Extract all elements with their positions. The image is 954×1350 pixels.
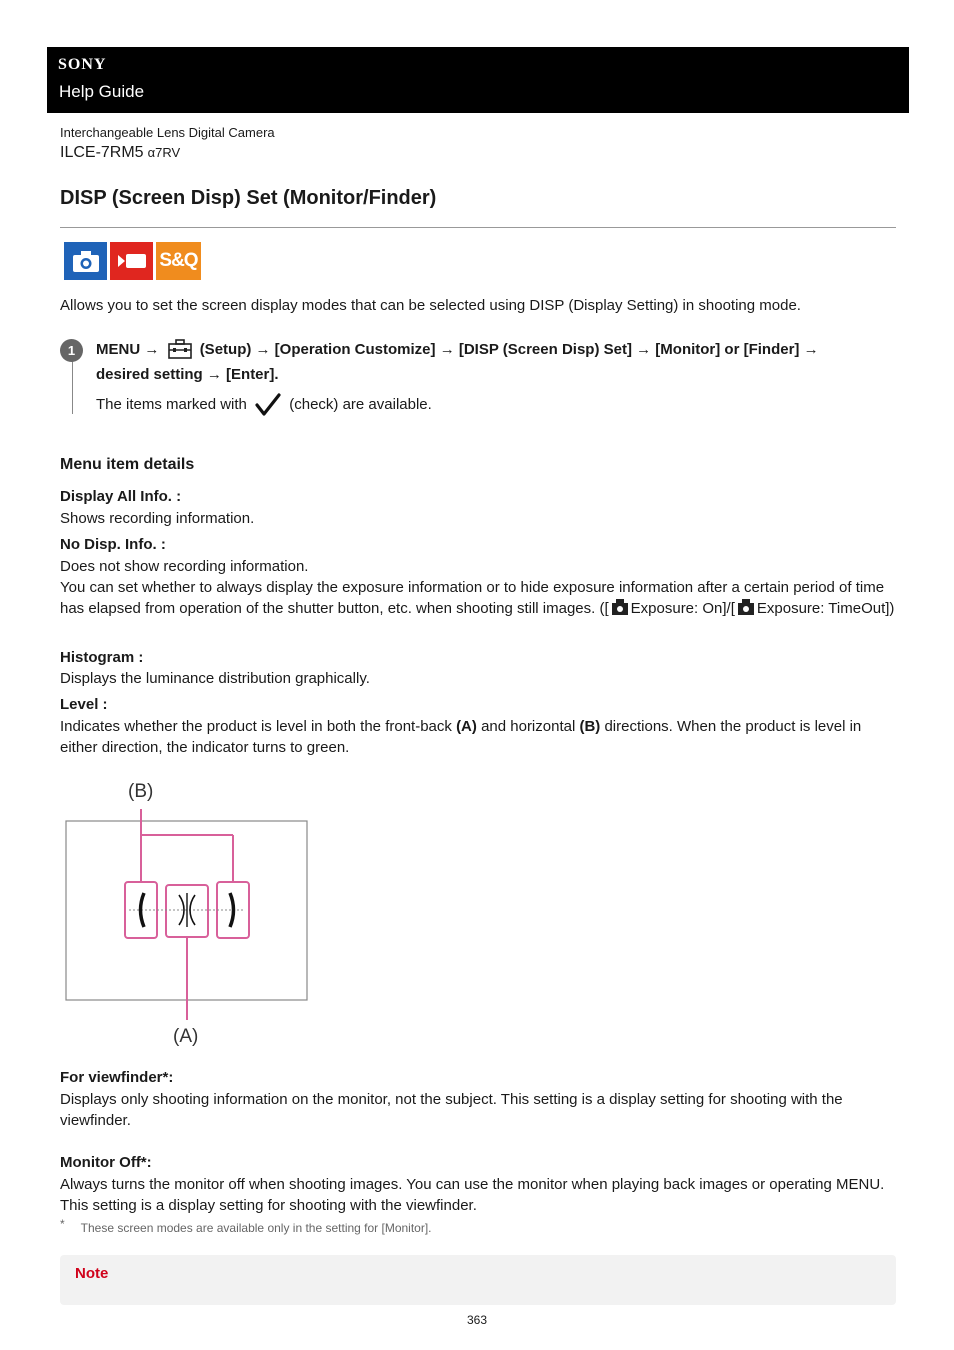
no-disp-desc2a: You can set whether to always display the exposure information or to hide exposure information after a certain period of time has elapsed from operation of the shutter button, etc. when shooting still images. ([	[60, 579, 885, 617]
step-path-text: (Setup) → [Operation Customize] → [DISP (Screen Disp) Set] → [Monitor] or [Finder] → desired setting → [Enter].	[96, 341, 819, 383]
sony-logo: SONY	[58, 56, 107, 73]
level-desc-a: Indicates whether the product is level in both the front-back	[60, 718, 452, 735]
left-bracket	[141, 893, 145, 927]
footnote-mark: *	[60, 1217, 65, 1231]
photo-mode-icon	[64, 242, 107, 280]
level-label: Level :	[60, 696, 108, 713]
display-all-desc: Shows recording information.	[60, 510, 255, 527]
step-instruction	[96, 339, 866, 385]
movie-mode-icon	[110, 242, 153, 280]
title-divider	[60, 227, 896, 228]
menu-details-heading: Menu item details	[60, 456, 195, 473]
diagram-label-b: (B)	[128, 781, 154, 802]
setup-toolbox-icon	[168, 339, 192, 365]
level-desc	[60, 716, 900, 758]
mode-icons	[64, 242, 201, 280]
note-label: Note	[75, 1265, 109, 1282]
no-disp-desc2	[60, 577, 900, 622]
still-camera-icon-2	[737, 598, 755, 622]
sq-mode-icon: S&Q	[156, 242, 201, 280]
histogram-desc: Displays the luminance distribution graphically.	[60, 670, 370, 687]
no-disp-desc1: Does not show recording information.	[60, 558, 309, 575]
viewfinder-desc: Displays only shooting information on the monitor, not the subject. This setting is a display setting for shooting with the viewfinder.	[60, 1091, 843, 1129]
monitor-off-desc: Always turns the monitor off when shooting images. You can use the monitor when playing back images or operating MENU. This setting is a display setting for shooting with the viewfinder.	[60, 1176, 885, 1214]
no-disp-label: No Disp. Info. :	[60, 536, 166, 553]
diagram-label-a: (A)	[173, 1026, 199, 1047]
histogram-label: Histogram :	[60, 649, 144, 666]
check-note-before: The items marked with	[96, 396, 247, 413]
level-desc-b: and horizontal	[481, 718, 576, 735]
no-disp-desc2b: Exposure: On]/[	[630, 600, 735, 617]
model-sub: α7RV	[147, 145, 181, 160]
level-desc-c: directions. When the product is level in either direction, the indicator turns to green.	[60, 718, 862, 756]
help-guide-link[interactable]: Help Guide	[59, 82, 145, 101]
header-bar	[47, 47, 909, 113]
page-number: 363	[466, 1313, 488, 1327]
monitor-off-label: Monitor Off*:	[60, 1154, 152, 1171]
note-box	[60, 1255, 896, 1305]
viewfinder-label: For viewfinder*:	[60, 1069, 174, 1086]
step-menu-text: MENU →	[96, 341, 160, 358]
footnote-text: These screen modes are available only in the setting for [Monitor].	[80, 1221, 432, 1235]
product-type: Interchangeable Lens Digital Camera	[60, 125, 275, 140]
intro-text: Allows you to set the screen display modes that can be selected using DISP (Display Setting) in shooting mode.	[60, 297, 801, 314]
level-indicator-diagram	[60, 775, 320, 1050]
level-a-marker: (A)	[456, 718, 477, 735]
footnote	[60, 1217, 432, 1235]
still-camera-icon	[611, 598, 629, 622]
step-number: 1	[60, 339, 83, 362]
level-b-marker: (B)	[579, 718, 601, 735]
page-title: DISP (Screen Disp) Set (Monitor/Finder)	[60, 187, 437, 209]
step-check-note	[96, 393, 432, 421]
model-name: ILCE-7RM5	[60, 144, 144, 161]
no-disp-desc2c: Exposure: TimeOut])	[756, 600, 895, 617]
product-model	[60, 144, 180, 162]
check-icon	[255, 393, 281, 421]
display-all-label: Display All Info. :	[60, 488, 182, 505]
step-line	[72, 356, 73, 414]
check-note-after: (check) are available.	[289, 396, 432, 413]
